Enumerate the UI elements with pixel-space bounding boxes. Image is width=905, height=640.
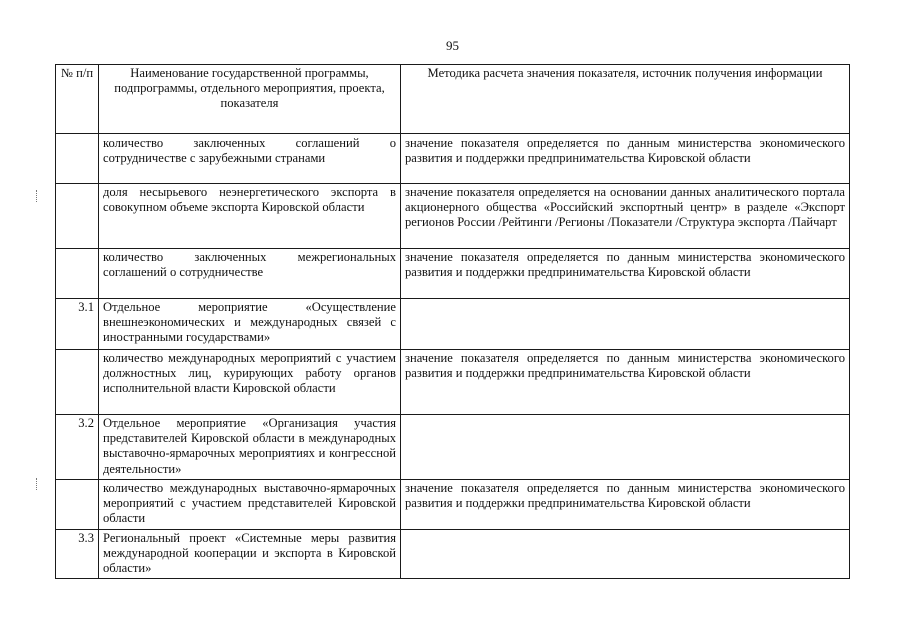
- table-row: [56, 415, 850, 480]
- row-method: значение показателя определяется по данным министерства экономического развития и поддержки предпринимательства Кировской области: [401, 350, 850, 415]
- table-row: [56, 299, 850, 350]
- indicator-table: [55, 64, 850, 579]
- row-method: значение показателя определяется по данным министерства экономического развития и поддержки предпринимательства Кировской области: [401, 480, 850, 530]
- row-method: [401, 415, 850, 480]
- table-row: [56, 350, 850, 415]
- header-name: Наименование государственной программы, подпрограммы, отдельного мероприятия, проекта, показателя: [99, 65, 401, 134]
- row-num: 3.1: [56, 299, 99, 350]
- margin-mark-lower: [36, 478, 39, 490]
- header-num: № п/п: [56, 65, 99, 134]
- row-method: значение показателя определяется на основании данных аналитического портала акционерного общества «Российский экспортный центр» в разделе «Экспорт регионов России /Рейтинги /Регионы /Показатели /Структура экспорта /Пайчарт: [401, 184, 850, 249]
- row-num: [56, 184, 99, 249]
- table-row: [56, 480, 850, 530]
- row-name: Отдельное мероприятие «Осуществление внешнеэкономических и международных связей с иностранными государствами»: [99, 299, 401, 350]
- page-number: 95: [446, 38, 459, 53]
- table-row: [56, 134, 850, 184]
- table-row: [56, 249, 850, 299]
- row-method: значение показателя определяется по данным министерства экономического развития и поддержки предпринимательства Кировской области: [401, 249, 850, 299]
- header-method: Методика расчета значения показателя, источник получения информации: [401, 65, 850, 134]
- row-name: Региональный проект «Системные меры развития международной кооперации и экспорта в Кировской области»: [99, 530, 401, 579]
- row-method: [401, 299, 850, 350]
- row-name: количество заключенных соглашений о сотрудничестве с зарубежными странами: [99, 134, 401, 184]
- table-header-row: [56, 65, 850, 134]
- table-row: [56, 184, 850, 249]
- row-num: [56, 350, 99, 415]
- row-method: значение показателя определяется по данным министерства экономического развития и поддержки предпринимательства Кировской области: [401, 134, 850, 184]
- row-num: 3.3: [56, 530, 99, 579]
- row-name: количество международных выставочно-ярмарочных мероприятий с участием представителей Кировской области: [99, 480, 401, 530]
- row-name: Отдельное мероприятие «Организация участия представителей Кировской области в международных выставочно-ярмарочных мероприятиях и конгрессной деятельности»: [99, 415, 401, 480]
- row-num: 3.2: [56, 415, 99, 480]
- row-num: [56, 249, 99, 299]
- margin-mark-upper: [36, 190, 39, 202]
- row-method: [401, 530, 850, 579]
- row-name: количество заключенных межрегиональных соглашений о сотрудничестве: [99, 249, 401, 299]
- table-row: [56, 530, 850, 579]
- row-num: [56, 134, 99, 184]
- row-name: количество международных мероприятий с участием должностных лиц, курирующих работу органов исполнительной власти Кировской области: [99, 350, 401, 415]
- row-name: доля несырьевого неэнергетического экспорта в совокупном объеме экспорта Кировской области: [99, 184, 401, 249]
- row-num: [56, 480, 99, 530]
